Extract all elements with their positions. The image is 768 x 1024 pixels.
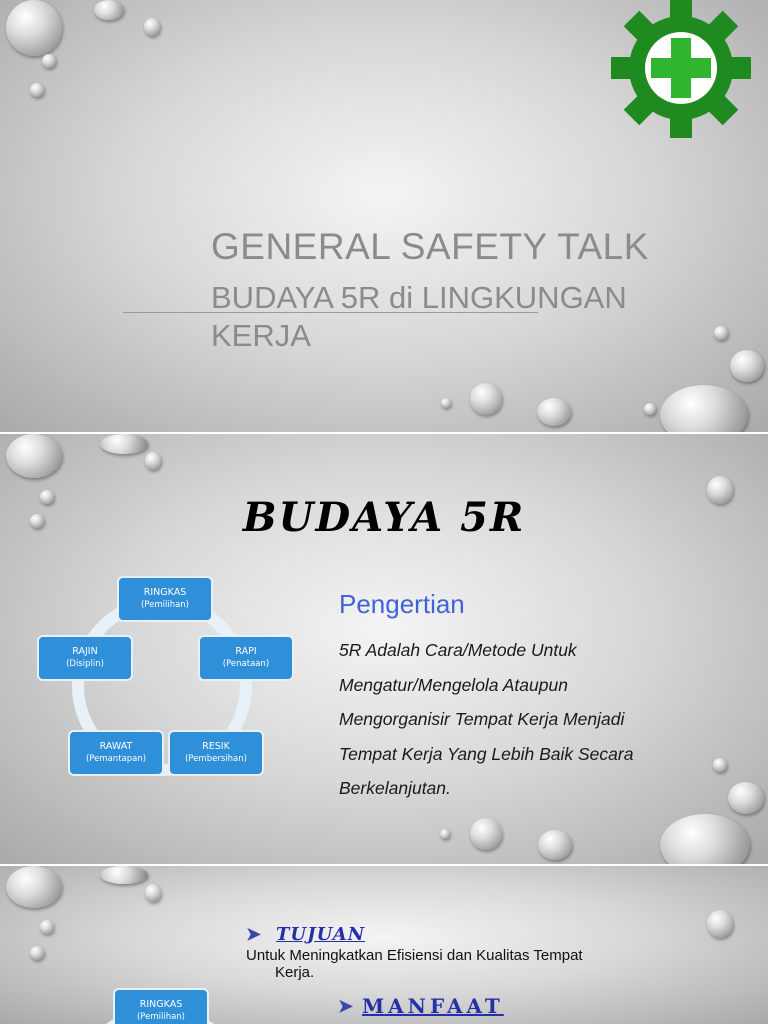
cycle-step-label: RAWAT [99, 741, 133, 752]
water-drop-decoration [6, 434, 62, 478]
water-drop-decoration [707, 910, 733, 938]
cycle-step-resik [168, 730, 264, 776]
cycle-step-label: RAJIN [72, 646, 98, 657]
water-drop-decoration [94, 0, 124, 20]
water-drop-decoration [100, 434, 148, 454]
cycle-step-sublabel: (Pemantapan) [85, 754, 147, 764]
water-drop-decoration [100, 866, 148, 884]
cycle-step-sublabel: (Pemilihan) [140, 600, 190, 610]
water-drop-decoration [713, 758, 727, 772]
water-drop-decoration [30, 946, 44, 960]
water-drop-decoration [145, 452, 161, 470]
pengertian-heading: Pengertian [339, 589, 465, 619]
pengertian-text: 5R Adalah Cara/Metode Untuk Mengatur/Mengelola Ataupun Mengorganisir Tempat Kerja Menjadi Tempat Kerja Yang Lebih Baik Secara Berkelanjutan. [339, 640, 634, 798]
tujuan-heading: TUJUAN [276, 924, 366, 945]
water-drop-decoration [730, 350, 764, 382]
cycle-step-sublabel: (Penataan) [222, 659, 270, 669]
arrow-bullet-icon: ➤ [246, 924, 262, 944]
water-drop-decoration [660, 385, 748, 432]
cycle-step-rajin [37, 635, 133, 681]
slide-heading: BUDAYA 5R [242, 494, 526, 541]
tujuan-line-1: Untuk Meningkatkan Efisiensi dan Kualitas Tempat [246, 947, 583, 964]
water-drop-decoration [470, 383, 502, 415]
water-drop-decoration [728, 782, 764, 814]
water-drop-decoration [6, 866, 62, 908]
cycle-step-rapi [198, 635, 294, 681]
water-drop-decoration [644, 403, 656, 415]
water-drop-decoration [538, 830, 572, 860]
cycle-step-sublabel: (Disiplin) [66, 659, 104, 669]
tujuan-line-2: Kerja. [275, 964, 315, 981]
cycle-step-label: RAPI [235, 646, 257, 657]
manfaat-heading: MANFAAT [362, 994, 504, 1018]
cycle-step-sublabel: (Pembersihan) [185, 754, 247, 764]
slide-tujuan-manfaat[interactable] [0, 866, 768, 1024]
cycle-step-ringkas [113, 988, 209, 1024]
tujuan-text [246, 947, 626, 981]
water-drop-decoration [6, 0, 62, 56]
water-drop-decoration [30, 83, 44, 97]
water-drop-decoration [660, 814, 750, 864]
water-drop-decoration [537, 398, 571, 426]
cycle-step-label: RINGKAS [139, 999, 183, 1010]
presentation-subtitle: BUDAYA 5R di LINGKUNGAN KERJA [211, 280, 627, 353]
presentation-title: GENERAL SAFETY TALK [211, 226, 649, 267]
cycle-step-label: RINGKAS [143, 587, 187, 598]
cycle-step-label: RESIK [202, 741, 230, 752]
cycle-step-rawat [68, 730, 164, 776]
k3-safety-gear-cross-icon [606, 0, 756, 140]
water-drop-decoration [40, 920, 54, 934]
water-drop-decoration [144, 18, 160, 36]
cycle-step-sublabel: (Pemilihan) [136, 1012, 186, 1022]
water-drop-decoration [440, 829, 450, 839]
slide-title[interactable] [0, 0, 768, 432]
water-drop-decoration [470, 818, 502, 850]
water-drop-decoration [145, 884, 161, 902]
slide-budaya-5r[interactable] [0, 434, 768, 864]
water-drop-decoration [42, 54, 56, 68]
water-drop-decoration [441, 398, 451, 408]
arrow-bullet-icon: ➤ [338, 996, 354, 1016]
cycle-step-ringkas [117, 576, 213, 622]
water-drop-decoration [714, 326, 728, 340]
